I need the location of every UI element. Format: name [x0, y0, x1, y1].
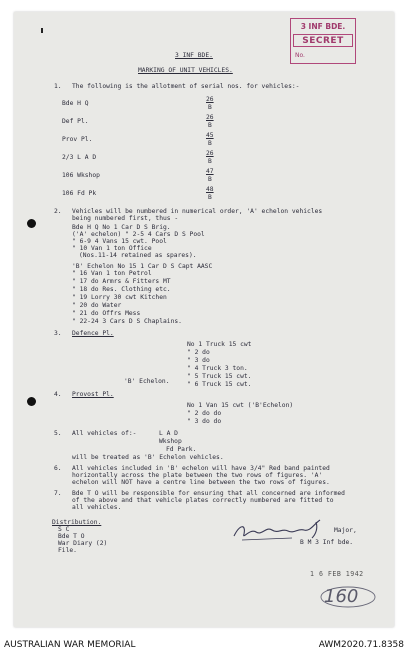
- para-text: Vehicles will be numbered in numerical order, 'A' echelon vehicles: [72, 208, 323, 215]
- distribution-item: Bde T O: [58, 533, 85, 540]
- serial-number: 45: [206, 132, 214, 139]
- unit-label: 106 Fd Pk: [62, 190, 97, 197]
- signatory-appointment: B M 3 Inf bde.: [300, 539, 354, 546]
- echelon-b-row: " 17 do Armrs & Fitters MT: [72, 278, 171, 285]
- para-text: being numbered first, thus -: [72, 215, 179, 222]
- serial-letter: B: [208, 176, 212, 183]
- defence-row: No 1 Truck 15 cwt: [187, 341, 252, 348]
- distribution-item: File.: [58, 547, 77, 554]
- signatory-rank: Major,: [334, 527, 357, 534]
- para-text: all vehicles.: [72, 504, 122, 511]
- unit-label: Def Pl.: [62, 118, 89, 125]
- defence-row: " 4 Truck 3 ton.: [187, 365, 248, 372]
- para-number: 3.: [54, 330, 62, 337]
- list-item: [62, 114, 242, 132]
- section-title: Provost Pl.: [72, 391, 114, 398]
- para-number: 6.: [54, 465, 62, 472]
- distribution-title: Distribution.: [52, 519, 102, 526]
- serial-letter: B: [208, 104, 212, 111]
- defence-row: " 2 do: [187, 349, 210, 356]
- list-item: [62, 132, 242, 150]
- document-title: MARKING OF UNIT VEHICLES.: [138, 67, 233, 74]
- serial-number: 47: [206, 168, 214, 175]
- para-number: 7.: [54, 490, 62, 497]
- serial-number: 26: [206, 96, 214, 103]
- stamp-secret: SECRET: [293, 34, 353, 47]
- echelon-a-row: " 6-9 4 Vans 15 cwt. Pool: [72, 238, 167, 245]
- serial-letter: B: [208, 158, 212, 165]
- para-text: The following is the allotment of serial nos. for vehicles:-: [72, 83, 300, 90]
- serial-number: 26: [206, 114, 214, 121]
- defence-row: " 5 Truck 15 cwt.: [187, 373, 252, 380]
- echelon-label: 'B' Echelon.: [124, 378, 170, 385]
- folio-text: 160: [324, 586, 359, 607]
- echelon-a-row: ('A' echelon) " 2-5 4 Cars D S Pool: [72, 231, 205, 238]
- para-number: 2.: [54, 208, 62, 215]
- catalogue-id: AWM2020.71.8358: [318, 640, 404, 650]
- echelon-a-row: " 10 Van 1 ton Office: [72, 245, 152, 252]
- distribution-item: War Diary (2): [58, 540, 108, 547]
- para-text: of the above and that vehicle plates correctly numbered are fitted to: [72, 497, 334, 504]
- para-number: 5.: [54, 430, 62, 437]
- list-item: [62, 96, 242, 114]
- echelon-b-row: " 22-24 3 Cars D S Chaplains.: [72, 318, 182, 325]
- para-text: All vehicles included in 'B' echelon will have 3/4" Red band painted: [72, 465, 330, 472]
- document-page: [14, 12, 394, 627]
- punch-hole-icon: [27, 219, 36, 228]
- serial-letter: B: [208, 140, 212, 147]
- para-text: All vehicles of:-: [72, 430, 137, 437]
- section-title: Defence Pl.: [72, 330, 114, 337]
- unit-label: Prov Pl.: [62, 136, 93, 143]
- defence-row: " 6 Truck 15 cwt.: [187, 381, 252, 388]
- echelon-b-row: 'B' Echelon No 15 1 Car D S Capt AASC: [72, 263, 213, 270]
- provost-row: " 2 do do: [187, 410, 222, 417]
- punch-hole-icon: [27, 397, 36, 406]
- para-text: will be treated as 'B' Echelon vehicles.: [72, 454, 224, 461]
- date-stamp: 1 6 FEB 1942: [310, 570, 364, 578]
- echelon-b-row: " 20 do Water: [72, 302, 122, 309]
- serial-letter: B: [208, 194, 212, 201]
- distribution-item: S C: [58, 526, 70, 533]
- para-number: 1.: [54, 83, 62, 90]
- serial-letter: B: [208, 122, 212, 129]
- echelon-b-row: " 19 Lorry 30 cwt Kitchen: [72, 294, 167, 301]
- provost-row: No 1 Van 15 cwt ('B'Echelon): [187, 402, 294, 409]
- echelon-b-row: " 16 Van 1 ton Petrol: [72, 270, 152, 277]
- ink-mark: [41, 28, 43, 33]
- list-item: [62, 150, 242, 168]
- stamp-number: No.: [295, 52, 305, 59]
- para-text: Bde T O will be responsible for ensuring that all concerned are informed: [72, 490, 345, 497]
- unit-item: Fd Park.: [166, 446, 197, 453]
- echelon-b-row: " 18 do Res. Clothing etc.: [72, 286, 171, 293]
- provost-row: " 3 do do: [187, 418, 222, 425]
- unit-item: L A D: [159, 430, 178, 437]
- unit-label: Bde H Q: [62, 100, 89, 107]
- folio-number: [318, 584, 378, 610]
- list-item: [62, 186, 242, 204]
- security-stamp: [290, 18, 356, 64]
- institution-name: AUSTRALIAN WAR MEMORIAL: [4, 640, 136, 650]
- para-text: horizontally across the plate between the two rows of figures. 'A': [72, 472, 323, 479]
- serial-number: 26: [206, 150, 214, 157]
- unit-heading: 3 INF BDE.: [175, 52, 213, 59]
- unit-item: Wkshop: [159, 438, 182, 445]
- spares-note: (Nos.11-14 retained as spares).: [79, 252, 197, 259]
- echelon-a-heading: Bde H Q No 1 Car D S Brig.: [72, 224, 171, 231]
- para-number: 4.: [54, 391, 62, 398]
- stamp-unit: 3 INF BDE.: [300, 22, 346, 31]
- list-item: [62, 168, 242, 186]
- unit-label: 2/3 L A D: [62, 154, 97, 161]
- serial-number: 48: [206, 186, 214, 193]
- para-text: echelon will NOT have a centre line between the two rows of figures.: [72, 479, 330, 486]
- echelon-b-row: " 21 do Offrs Mess: [72, 310, 141, 317]
- defence-row: " 3 do: [187, 357, 210, 364]
- viewer-footer: [0, 633, 408, 653]
- unit-label: 106 Wkshop: [62, 172, 100, 179]
